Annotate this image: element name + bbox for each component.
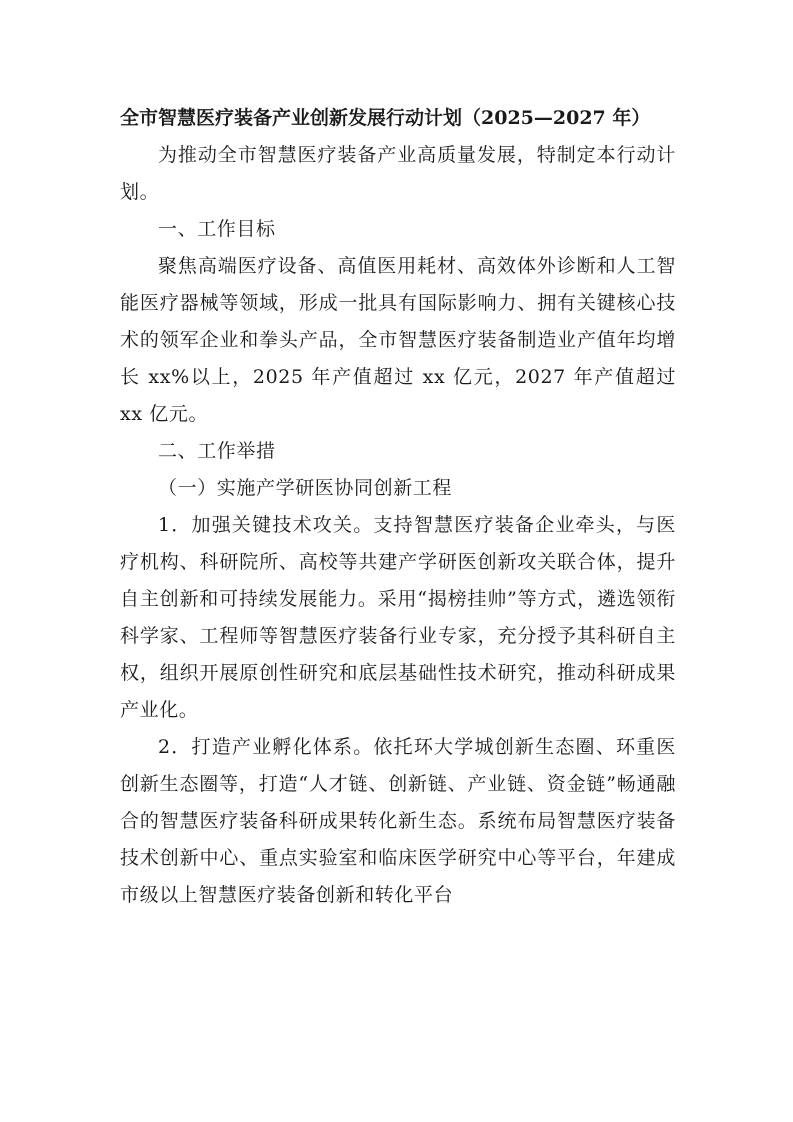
measure-item-1: 1．加强关键技术攻关。支持智慧医疗装备企业牵头，与医疗机构、科研院所、高校等共建产学研医创新攻关联合体，提升自主创新和可持续发展能力。采用“揭榜挂帅”等方式，遴选领衔科学家、工程师等智慧医疗装备行业专家，充分授予其科研自主权，组织开展原创性研究和底层基础性技术研究，推动科研成果产业化。 (120, 514, 676, 721)
measure-item-2: 2．打造产业孵化体系。依托环大学城创新生态圈、环重医创新生态圈等，打造“人才链、创新链、产业链、资金链”畅通融合的智慧医疗装备科研成果转化新生态。系统布局智慧医疗装备技术创新中心、重点实验室和临床医学研究中心等平台，年建成市级以上智慧医疗装备创新和转化平台 (120, 736, 676, 906)
document-title: 全市智慧医疗装备产业创新发展行动计划（2025—2027 年） (120, 107, 651, 129)
section-heading-measures: 二、工作举措 (158, 440, 276, 462)
document-body (120, 100, 676, 914)
subsection-heading-innovation: （一）实施产学研医协同创新工程 (158, 477, 453, 499)
section-heading-goals: 一、工作目标 (158, 218, 276, 240)
intro-paragraph: 为推动全市智慧医疗装备产业高质量发展，特制定本行动计划。 (120, 144, 676, 203)
goals-paragraph: 聚焦高端医疗设备、高值医用耗材、高效体外诊断和人工智能医疗器械等领域，形成一批具有国际影响力、拥有关键核心技术的领军企业和拳头产品，全市智慧医疗装备制造业产值年均增长 xx%以上，2025 年产值超过 xx 亿元，2027 年产值超过 xx 亿元。 (120, 255, 676, 425)
